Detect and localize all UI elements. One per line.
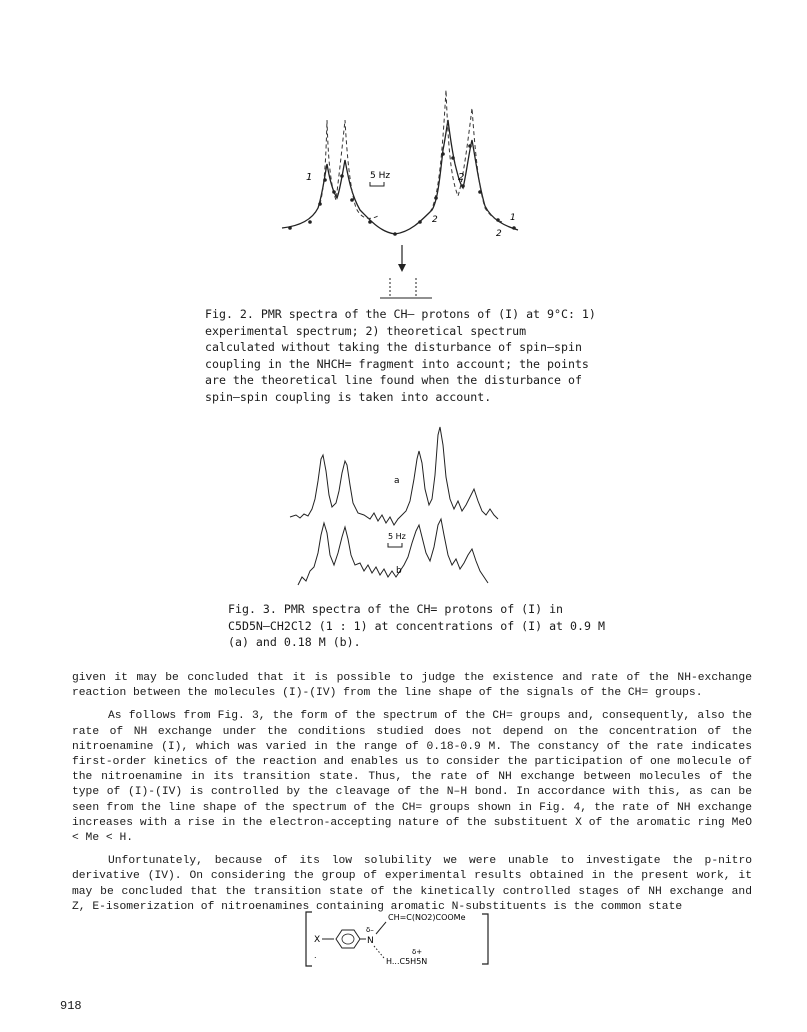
paragraph: given it may be concluded that it is possible to judge the existence and rate of the NH-exchange reaction between the molecules (I)-(IV) from the line shape of the signals of the CH= groups.: [72, 672, 752, 700]
figure-2-caption: Fig. 2. PMR spectra of the CH– protons of (I) at 9°C: 1) experimental spectrum; 2) theoretical spectrum calculated without taking the disturbance of spin–spin coupling in the NHCH= fragment into account; the points are the theoretical line found when the disturbance of spin–spin coupling is taken into account.: [205, 307, 596, 404]
bond-line: [376, 922, 386, 934]
page-number: 918: [60, 999, 82, 1013]
dot-marker: .: [314, 951, 317, 960]
scale-bar: [370, 182, 384, 186]
scale-label: 5 Hz: [388, 532, 406, 541]
nitrogen-label: N: [367, 936, 374, 946]
left-bracket: [306, 912, 312, 966]
trace-label-a: a: [394, 476, 400, 486]
right-bracket: [482, 914, 488, 964]
scale-bar: [388, 543, 402, 547]
proton-transfer-label: H...C5H5N: [386, 957, 428, 966]
figure-3-caption-text: Fig. 3. PMR spectra of the CH= protons of (I) in C5D5N–CH2Cl2 (1 : 1) at concentrations of (I) at 0.9 M (a) and 0.18 M (b).: [228, 602, 605, 649]
paragraph: Unfortunately, because of its low solubility we were unable to investigate the p-nitro derivative (IV). On considering the group of experimental results obtained in the present work, it may be concluded that the transition state of the kinetically controlled stages of NH exchange and Z, E-isomerization of nitroenamines containing aromatic N-substituents is the common state: [72, 855, 752, 913]
aromatic-circle: [342, 934, 354, 944]
curve-label: 2: [458, 172, 465, 183]
hydrogen-bond-dotted: [374, 946, 384, 958]
figure-2-spectrum: [270, 80, 530, 305]
proton-charge: δ+: [412, 948, 423, 956]
figure-3-caption: [228, 601, 608, 651]
spectrum-trace-b: [298, 519, 488, 585]
substituent-label: X: [314, 935, 321, 945]
benzene-ring-icon: [336, 930, 360, 948]
paragraph: As follows from Fig. 3, the form of the spectrum of the CH= groups and, consequently, also the rate of NH exchange under the conditions studied does not depend on the concentration of the nitroenamine (I), which was varied in the range of 0.18-0.9 M. The constancy of the rate indicates first-order kinetics of the reaction and enables us to consider the participation of one molecule of the nitroenamine in its transition state. Thus, the rate of NH exchange between molecules of the type of (I)-(IV) is controlled by the cleavage of the N–H bond. In accordance with this, as can be seen from the line shape of the spectrum of the CH= groups shown in Fig. 4, the rate of NH exchange increases with a rise in the electron-accepting nature of the substituent X of the aromatic ring MeO < Me < H.: [72, 710, 752, 845]
curve-label: 2: [496, 229, 502, 239]
body-text: [72, 671, 752, 923]
figure-3-spectrum: [288, 415, 533, 595]
curve-label: 2: [432, 215, 438, 225]
curve-label: 1: [510, 213, 516, 223]
scale-label: 5 Hz: [370, 171, 391, 181]
arrow-head: [398, 264, 406, 272]
vinyl-group-label: CH=C(NO2)COOMe: [388, 913, 466, 922]
nitrogen-charge: δ–: [366, 926, 374, 934]
curve-label: 1: [306, 172, 313, 183]
transition-state-structure: [300, 908, 510, 972]
experimental-spectrum-curve: [282, 120, 518, 234]
trace-label-b: b: [396, 566, 402, 576]
